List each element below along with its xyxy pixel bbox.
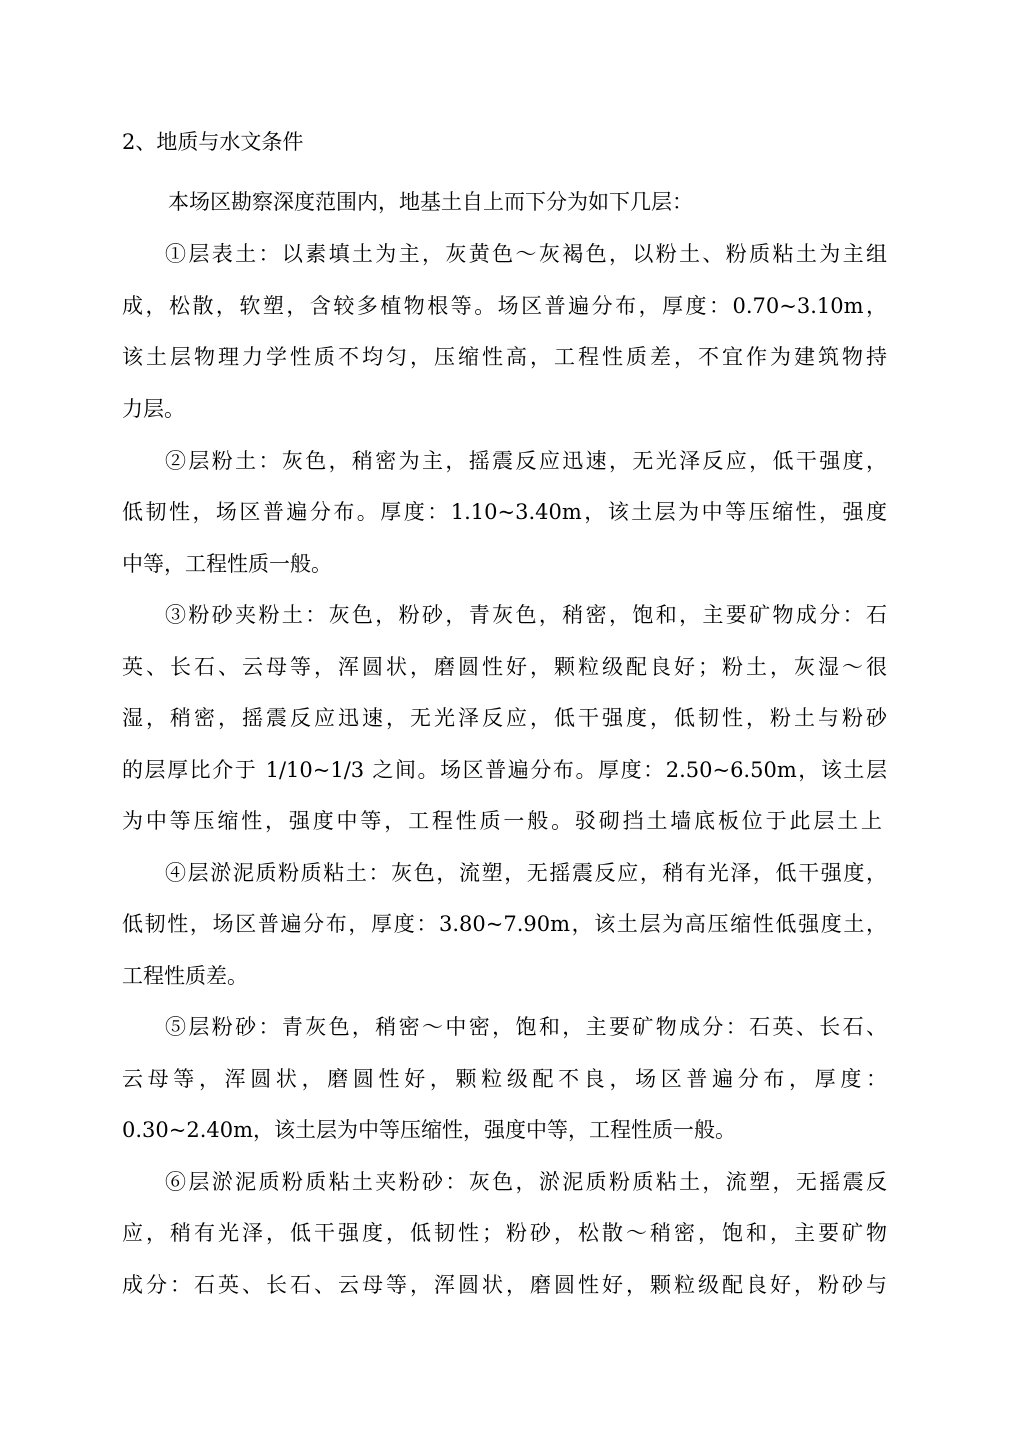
text-line: 低韧性，场区普遍分布。厚度：1.10~3.40m，该土层为中等压缩性，强度 <box>122 500 887 524</box>
text-line: 成，松散，软塑，含较多植物根等。场区普遍分布，厚度：0.70~3.10m， <box>122 294 887 318</box>
text-line: ⑤层粉砂：青灰色，稍密～中密，饱和，主要矿物成分：石英、长石、 <box>165 1015 887 1039</box>
text-line: 中等，工程性质一般。 <box>122 552 332 576</box>
text-line: ②层粉土：灰色，稍密为主，摇震反应迅速，无光泽反应，低干强度， <box>165 449 887 473</box>
text-line: 云母等，浑圆状，磨圆性好，颗粒级配不良，场区普遍分布，厚度： <box>122 1067 887 1091</box>
text-line: 的层厚比介于 1/10~1/3 之间。场区普遍分布。厚度：2.50~6.50m，该土层 <box>122 758 887 782</box>
section-heading: 2、地质与水文条件 <box>122 130 304 154</box>
text-line: 0.30~2.40m，该土层为中等压缩性，强度中等，工程性质一般。 <box>122 1118 737 1142</box>
text-line: ④层淤泥质粉质粘土：灰色，流塑，无摇震反应，稍有光泽，低干强度， <box>165 861 887 885</box>
text-line: 应，稍有光泽，低干强度，低韧性；粉砂，松散～稍密，饱和，主要矿物 <box>122 1221 887 1245</box>
text-line: 英、长石、云母等，浑圆状，磨圆性好，颗粒级配良好；粉土，灰湿～很 <box>122 655 887 679</box>
text-line: ③粉砂夹粉土：灰色，粉砂，青灰色，稍密，饱和，主要矿物成分：石 <box>165 603 887 627</box>
text-line: 湿，稍密，摇震反应迅速，无光泽反应，低干强度，低韧性，粉土与粉砂 <box>122 706 887 730</box>
text-line: 本场区勘察深度范围内，地基土自上而下分为如下几层： <box>168 190 693 214</box>
text-line: 该土层物理力学性质不均匀，压缩性高，工程性质差，不宜作为建筑物持 <box>122 345 887 369</box>
text-line: 工程性质差。 <box>122 964 248 988</box>
text-line: ⑥层淤泥质粉质粘土夹粉砂：灰色，淤泥质粉质粘土，流塑，无摇震反 <box>165 1170 887 1194</box>
text-line: ①层表土：以素填土为主，灰黄色～灰褐色，以粉土、粉质粘土为主组 <box>165 242 887 266</box>
text-line: 力层。 <box>122 397 185 421</box>
text-line: 成分：石英、长石、云母等，浑圆状，磨圆性好，颗粒级配良好，粉砂与 <box>122 1273 887 1297</box>
text-line: 为中等压缩性，强度中等，工程性质一般。驳砌挡土墙底板位于此层土上 <box>122 809 882 833</box>
text-line: 低韧性，场区普遍分布，厚度：3.80~7.90m，该土层为高压缩性低强度土， <box>122 912 887 936</box>
